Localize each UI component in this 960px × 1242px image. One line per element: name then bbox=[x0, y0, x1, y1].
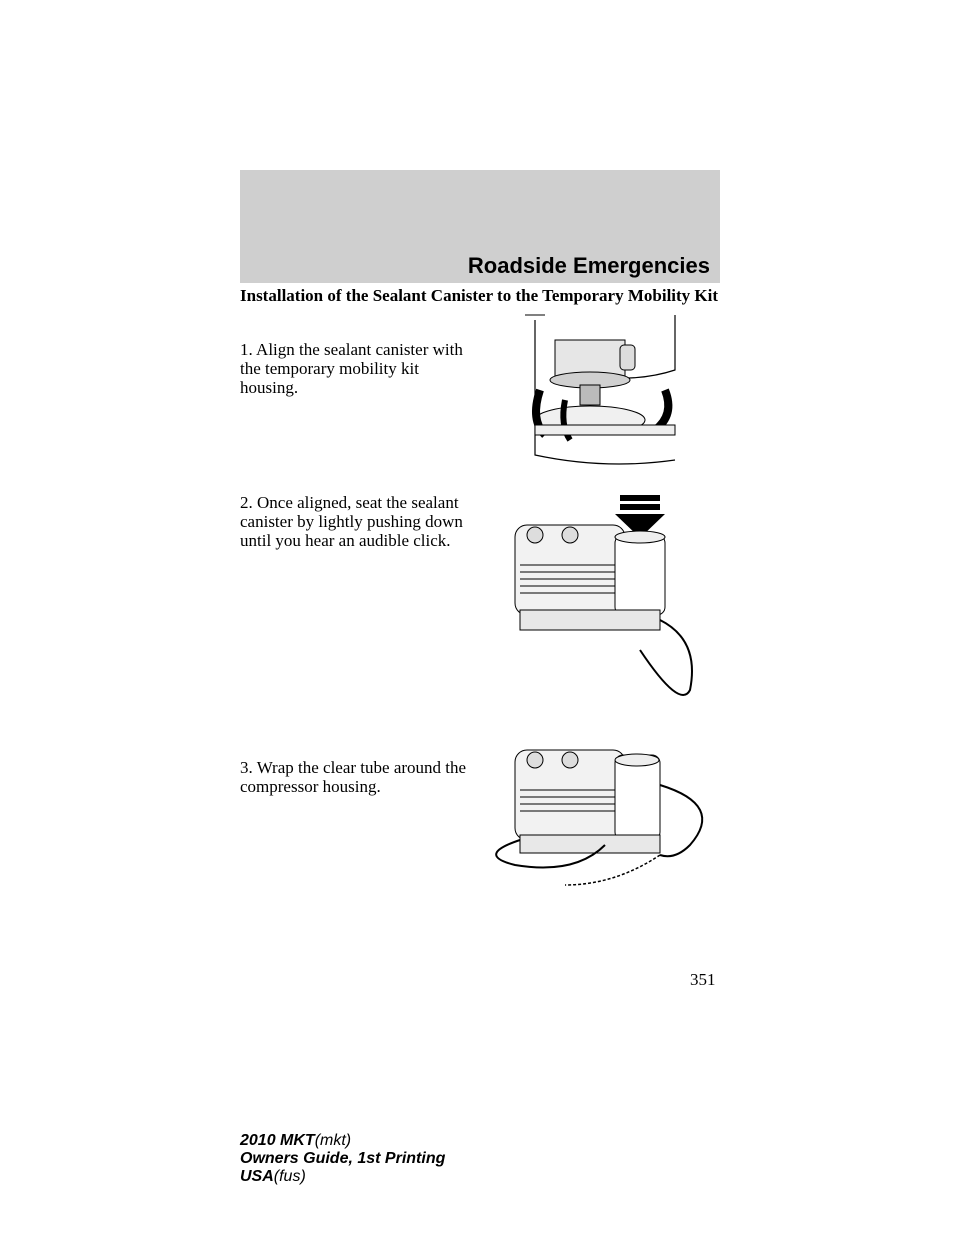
footer bbox=[240, 1132, 445, 1186]
page-number: 351 bbox=[690, 970, 716, 989]
section-heading: Installation of the Sealant Canister to the Temporary Mobility Kit bbox=[240, 286, 719, 305]
align-canister-illustration bbox=[525, 310, 685, 475]
header-band bbox=[240, 170, 720, 283]
footer-line-3 bbox=[240, 1168, 445, 1186]
seat-canister-illustration bbox=[510, 490, 725, 715]
step-2-text: 2. Once aligned, seat the sealant canister by lightly pushing down until you hear an audible click. bbox=[240, 493, 463, 550]
footer-guide: Owners Guide, 1st Printing bbox=[240, 1150, 446, 1167]
footer-model: 2010 MKT bbox=[240, 1132, 315, 1149]
footer-region: USA bbox=[240, 1168, 274, 1185]
page-title: Roadside Emergencies bbox=[467, 253, 710, 278]
footer-model-code: (mkt) bbox=[314, 1132, 352, 1149]
footer-line-1 bbox=[240, 1132, 445, 1150]
step-3-text: 3. Wrap the clear tube around the compressor housing. bbox=[240, 758, 467, 796]
footer-region-code: (fus) bbox=[273, 1168, 306, 1185]
step-1-text: 1. Align the sealant canister with the temporary mobility kit housing. bbox=[240, 340, 463, 397]
wrap-tube-illustration bbox=[485, 745, 720, 890]
footer-line-2 bbox=[240, 1150, 445, 1168]
